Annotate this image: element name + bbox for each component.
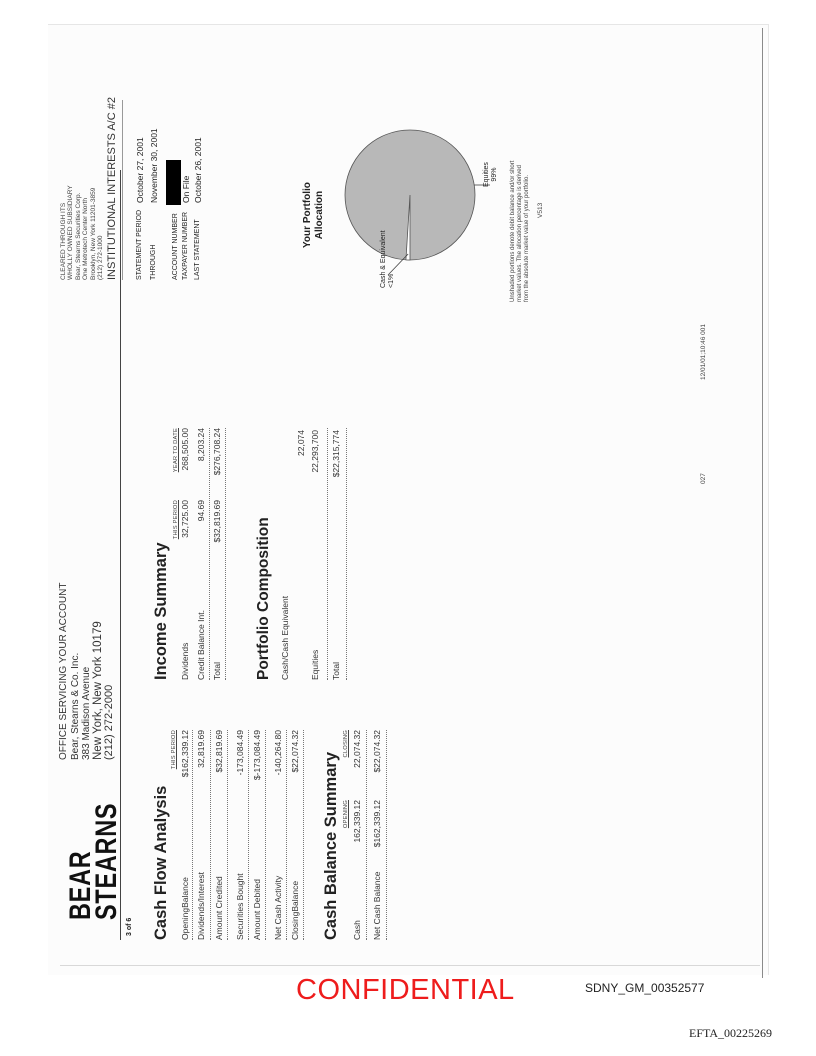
cash-flow-value: -140,264.80 bbox=[273, 730, 283, 776]
allocation-note bbox=[510, 161, 531, 302]
statement-period-value: October 27, 2001 bbox=[135, 137, 145, 203]
income-col-ytd: YEAR TO DATE bbox=[173, 428, 179, 473]
dotted-rule bbox=[248, 730, 249, 940]
dotted-rule bbox=[327, 428, 328, 680]
cash-flow-label: Net Cash Activity bbox=[273, 875, 283, 940]
allocation-code: V513 bbox=[537, 202, 544, 218]
redaction-box bbox=[166, 160, 181, 205]
office-line: Bear, Stearns & Co. Inc. bbox=[69, 652, 81, 760]
clearing-block bbox=[60, 185, 104, 280]
income-label: Dividends bbox=[180, 642, 190, 680]
rotated-statement bbox=[40, 50, 740, 960]
allocation-pie-chart bbox=[320, 105, 500, 285]
account-number-label: ACCOUNT NUMBER bbox=[172, 213, 179, 280]
office-line: (212) 272-2000 bbox=[103, 684, 115, 760]
income-period: 32,725.00 bbox=[180, 500, 190, 538]
allocation-note-line: from the absolute market value of your portfolio. bbox=[524, 174, 530, 302]
footer-code: 027 bbox=[700, 473, 707, 484]
cash-balance-col-opening: OPENING bbox=[343, 800, 349, 829]
clearing-line: One Metrotech Center North bbox=[82, 197, 90, 280]
portfolio-label: Equities bbox=[310, 649, 320, 680]
logo-line-2: STEARNS bbox=[90, 802, 123, 920]
last-statement-label: LAST STATEMENT bbox=[194, 219, 201, 280]
dotted-rule bbox=[346, 428, 347, 680]
clearing-line: (212) 272-1000 bbox=[97, 235, 105, 280]
cash-balance-title: Cash Balance Summary bbox=[322, 751, 340, 940]
cash-flow-label: Amount Debited bbox=[252, 879, 262, 940]
income-label: Total bbox=[212, 662, 222, 680]
cash-balance-opening: $162,339.12 bbox=[372, 800, 382, 848]
bates-number: SDNY_GM_00352577 bbox=[585, 981, 705, 995]
pie-label-equities-name: Equities bbox=[483, 162, 490, 187]
scan-bottom-line bbox=[60, 965, 760, 966]
efta-number: EFTA_00225269 bbox=[689, 1026, 773, 1040]
dotted-rule bbox=[210, 730, 211, 940]
office-heading: OFFICE SERVICING YOUR ACCOUNT bbox=[58, 582, 69, 760]
cash-flow-value: $22,074.32 bbox=[290, 730, 300, 773]
portfolio-value: 22,293,700 bbox=[310, 430, 320, 473]
allocation-title-line-2: Allocation bbox=[314, 190, 325, 240]
office-line: New York, New York 10179 bbox=[91, 621, 104, 760]
income-title: Income Summary bbox=[152, 542, 170, 680]
scan-edge-line bbox=[762, 28, 763, 978]
cash-flow-value: $-173,084.49 bbox=[252, 730, 262, 781]
pie-label-cash-name: Cash & Equivalent bbox=[380, 230, 387, 288]
cash-flow-value: -173,084.49 bbox=[235, 730, 245, 776]
dotted-rule bbox=[227, 730, 228, 940]
pie-label-cash-pct: <1% bbox=[388, 273, 395, 288]
clearing-line: WHOLLY OWNED SUBSIDIARY bbox=[67, 185, 75, 280]
dotted-rule bbox=[286, 730, 287, 940]
portfolio-value: 22,074 bbox=[296, 430, 306, 456]
header-rule bbox=[120, 170, 121, 940]
portfolio-value: $22,315,774 bbox=[331, 430, 341, 478]
dotted-rule bbox=[209, 428, 210, 680]
income-period: 94.69 bbox=[196, 500, 206, 522]
income-ytd: $276,708.24 bbox=[212, 428, 222, 476]
portfolio-label: Cash/Cash Equivalent bbox=[280, 595, 290, 680]
dotted-rule bbox=[225, 428, 226, 680]
footer-timestamp: 12/01/01;10:46 001 bbox=[700, 323, 707, 380]
cash-balance-label: Cash bbox=[352, 920, 362, 940]
bear-stearns-logo bbox=[64, 802, 123, 920]
cash-flow-label: Securities Bought bbox=[235, 873, 245, 940]
cash-flow-value: 32,819.69 bbox=[196, 730, 206, 768]
dotted-rule bbox=[386, 730, 387, 940]
account-name: INSTITUTIONAL INTERESTS A/C #2 bbox=[106, 97, 118, 280]
cash-balance-opening: 162,339.12 bbox=[352, 800, 362, 843]
pie-label-cash bbox=[380, 230, 396, 288]
cash-flow-col-header: THIS PERIOD bbox=[171, 730, 177, 770]
pie-label-equities bbox=[483, 162, 499, 187]
logo-line-1: BEAR bbox=[64, 850, 97, 920]
office-block bbox=[58, 583, 116, 760]
allocation-title-line-1: Your Portfolio bbox=[302, 182, 313, 248]
income-label: Credit Balance Int. bbox=[196, 610, 206, 680]
portfolio-label: Total bbox=[331, 662, 341, 680]
portfolio-title: Portfolio Composition bbox=[255, 517, 272, 680]
cash-flow-label: Dividends/Interest bbox=[196, 871, 206, 940]
income-ytd: 268,505.00 bbox=[180, 428, 190, 471]
cash-flow-label: Amount Credited bbox=[214, 876, 224, 940]
through-value: November 30, 2001 bbox=[149, 128, 159, 203]
income-period: $32,819.69 bbox=[212, 500, 222, 543]
cash-flow-title: Cash Flow Analysis bbox=[152, 785, 170, 940]
cash-balance-col-closing: CLOSING bbox=[343, 730, 349, 758]
statement-period-label: STATEMENT PERIOD bbox=[136, 209, 143, 280]
taxpayer-label: TAXPAYER NUMBER bbox=[182, 211, 189, 280]
pie-label-equities-pct: 99% bbox=[491, 167, 498, 182]
income-col-period: THIS PERIOD bbox=[173, 500, 179, 540]
cash-flow-label: OpeningBalance bbox=[180, 877, 190, 940]
allocation-note-line: Unshaded portions denote debit balance and/or short bbox=[510, 160, 516, 302]
account-rule bbox=[122, 100, 123, 280]
clearing-line: CLEARED THROUGH ITS bbox=[60, 202, 67, 280]
dotted-rule bbox=[265, 730, 266, 940]
cash-flow-value: $32,819.69 bbox=[214, 730, 224, 773]
cash-balance-closing: 22,074.32 bbox=[352, 730, 362, 768]
office-line: 383 Madison Avenue bbox=[81, 666, 92, 760]
taxpayer-value: On File bbox=[181, 175, 191, 203]
through-label: THROUGH bbox=[150, 244, 157, 280]
cash-balance-closing: $22,074.32 bbox=[372, 730, 382, 773]
dotted-rule bbox=[192, 730, 193, 940]
dotted-rule bbox=[366, 730, 367, 940]
income-ytd: 8,203.24 bbox=[196, 428, 206, 462]
last-statement-value: October 26, 2001 bbox=[193, 137, 203, 203]
cash-flow-label: ClosingBalance bbox=[290, 880, 300, 940]
clearing-line: Brooklyn, New York 11201-3859 bbox=[89, 187, 97, 280]
cash-flow-value: $162,339.12 bbox=[180, 730, 190, 778]
cash-balance-label: Net Cash Balance bbox=[372, 871, 382, 940]
confidential-stamp: CONFIDENTIAL bbox=[296, 974, 515, 1006]
dotted-rule bbox=[303, 730, 304, 940]
page-indicator: 3 of 6 bbox=[126, 917, 133, 936]
allocation-note-line: market values. The allocation percentage is derived bbox=[517, 165, 523, 302]
clearing-line: Bear, Stearns Securities Corp. bbox=[74, 192, 82, 280]
